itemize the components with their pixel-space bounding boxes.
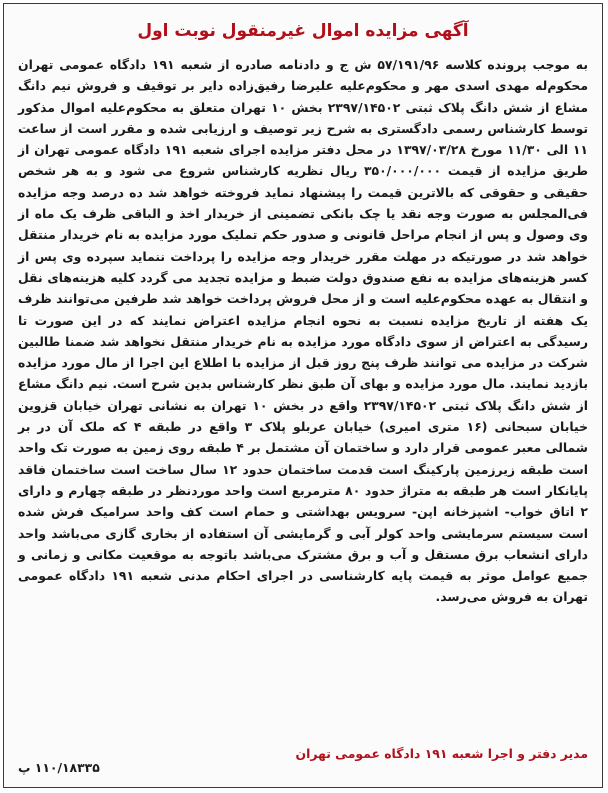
notice-body: به موجب پرونده کلاسه ۵۷/۱۹۱/۹۶ ش ج و دادنامه صادره از شعبه ۱۹۱ دادگاه عمومی تهران محکوم‌له مهدی اسدی مهر و محکوم‌علیه علیرضا رفیق‌زاده دایر بر توقیف و فروش نیم دانگ مشاع از شش دانگ پلاک ثبتی ۲۳۹۷/۱۴۵۰۲ بخش ۱۰ تهران متعلق به محکوم‌علیه اموال مذکور توسط کارشناس رسمی دادگستری به شرح زیر توصیف و ارزیابی شده و مقرر است از ساعت ۱۱ الی ۱۱/۳۰ مورخ ۱۳۹۷/۰۳/۲۸ در محل دفتر مزایده اجرای شعبه ۱۹۱ دادگاه عمومی تهران از طریق مزایده از قیمت ۳۵۰/۰۰۰/۰۰۰ ریال نظریه کارشناس شروع می شود و به هر شخص حقیقی و حقوقی که بالاترین قیمت را پیشنهاد نماید فروخته خواهد شد ده درصد وجه مزایده فی‌المجلس به صورت وجه نقد یا چک بانکی تضمینی از خریدار اخذ و الباقی ظرف یک ماه از وی وصول و پس از انجام مراحل قانونی و صدور حکم تملیک مورد مزایده به نام خریدار منتقل خواهد شد در صورتیکه در مهلت مقرر خریدار وجه مزایده را پرداخت ننماید سپرده وی پس از کسر هزینه‌های مزایده به نفع صندوق دولت ضبط و مزایده تجدید می گردد کلیه هزینه‌های نقل و انتقال به عهده محکوم‌علیه است و از محل فروش پرداخت خواهد شد طرفین می‌توانند ظرف یک هفته از تاریخ مزایده نسبت به نحوه انجام مزایده اعتراض نمایند که در این صورت تا رسیدگی به اعتراض از سوی دادگاه مورد مزایده به نام خریدار منتقل نخواهد شد ضمنا طالبین شرکت در مزایده می توانند ظرف پنج روز قبل از مزایده با اطلاع این اجرا از مال مورد مزایده بازدید نمایند. مال مورد مزایده و بهای آن طبق نظر کارشناس بدین شرح است. نیم دانگ مشاع از شش دانگ پلاک ثبتی ۲۳۹۷/۱۴۵۰۲ واقع در بخش ۱۰ تهران به نشانی تهران خیابان قزوین خیابان سبحانی (۱۶ متری امیری) خیابان عربلو پلاک ۳ واقع در طبقه ۴ که ملک آن در بر شمالی معبر عمومی قرار دارد و ساختمان آن مشتمل بر ۴ طبقه روی زمین به صورت تک واحد است طبقه زیرزمین پارکینگ است قدمت ساختمان حدود ۱۲ سال ساخت است ساختمان فاقد پایانکار است هر طبقه به متراژ حدود ۸۰ مترمربع است واحد موردنظر در طبقه چهارم و دارای ۲ اتاق خواب- اشپزخانه اپن- سرویس بهداشتی و حمام است کف واحد سرامیک فرش شده است سیستم سرمایشی واحد کولر آبی و گرمایشی آن استفاده از بخاری گازی می‌باشد واحد دارای انشعاب برق مستقل و آب و برق مشترک می‌باشد باتوجه به موقعیت مکانی و زمانی و جمیع عوامل موثر به قیمت پایه کارشناسی در اجرای احکام مدنی شعبه ۱۹۱ دادگاه عمومی تهران به فروش می‌رسد.	[18, 57, 589, 605]
notice-signature: مدیر دفتر و اجرا شعبه ۱۹۱ دادگاه عمومی تهران	[295, 746, 588, 761]
newspaper-clipping	[3, 3, 603, 788]
notice-title: آگهی مزایده اموال غیرمنقول نوبت اول	[137, 21, 469, 41]
notice-reference-number: ۱۱۰/۱۸۳۳۵ پ	[18, 760, 100, 775]
notice-footer	[18, 745, 588, 777]
